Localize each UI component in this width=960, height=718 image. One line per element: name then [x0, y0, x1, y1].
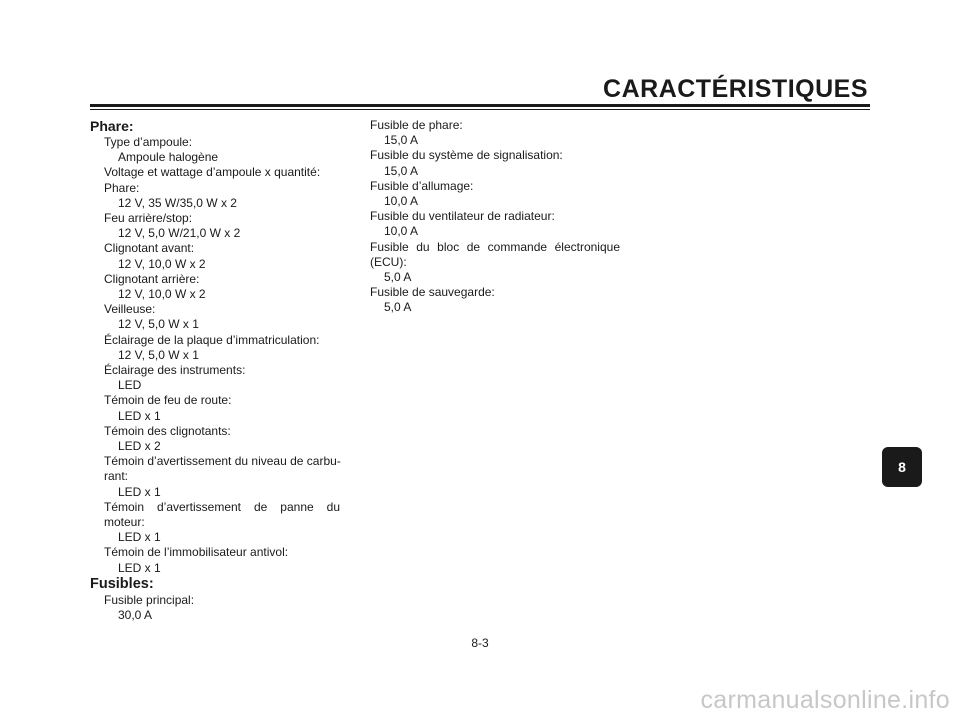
spec-value: 12 V, 10,0 W x 2	[118, 287, 206, 302]
spec-label: Fusible du bloc de commande électronique	[370, 239, 620, 254]
spec-label: Feu arrière/stop:	[104, 211, 193, 226]
spec-label: Témoin de feu de route:	[104, 393, 232, 408]
spec-value: 12 V, 5,0 W/21,0 W x 2	[118, 226, 241, 241]
spec-value: LED x 1	[118, 560, 161, 575]
spec-value: 12 V, 5,0 W x 1	[118, 347, 199, 362]
page-title: CARACTÉRISTIQUES	[603, 75, 868, 103]
spec-label: Type d’ampoule:	[104, 135, 193, 149]
spec-label: Voltage et wattage d’ampoule x quantité:	[104, 165, 321, 180]
spec-label: Veilleuse:	[104, 302, 156, 317]
spec-value: 10,0 A	[384, 224, 419, 239]
spec-label: Témoin d’avertissement de panne du	[104, 499, 340, 514]
page-number: 8-3	[471, 636, 489, 650]
spec-label: Fusible de sauvegarde:	[370, 285, 495, 300]
header-rule-thin	[90, 109, 870, 110]
spec-label: Témoin de l’immobilisateur antivol:	[104, 545, 289, 560]
right-column	[370, 118, 620, 316]
spec-value: 15,0 A	[384, 133, 419, 148]
spec-value: LED x 1	[118, 408, 161, 423]
chapter-tab: 8	[882, 447, 922, 487]
spec-value: LED x 1	[118, 484, 161, 499]
spec-value: LED x 2	[118, 439, 161, 454]
spec-label: Témoin d’avertissement du niveau de carbu-	[104, 454, 341, 469]
spec-value: 12 V, 5,0 W x 1	[118, 317, 199, 332]
spec-label: Fusible principal:	[104, 592, 195, 607]
spec-label: Clignotant avant:	[104, 241, 195, 256]
spec-label: Fusible de phare:	[370, 118, 463, 132]
section-heading-phare: Phare:	[90, 118, 134, 134]
spec-value: 10,0 A	[384, 194, 419, 209]
spec-label: Fusible du ventilateur de radiateur:	[370, 209, 555, 224]
spec-value: 12 V, 10,0 W x 2	[118, 256, 206, 271]
spec-value: 12 V, 35 W/35,0 W x 2	[118, 195, 237, 210]
left-column	[90, 118, 340, 623]
section-heading-fusibles: Fusibles:	[90, 575, 154, 592]
watermark: carmanualsonline.info	[700, 686, 950, 714]
spec-value: LED	[118, 378, 142, 393]
spec-value: Ampoule halogène	[118, 150, 219, 165]
spec-label: Fusible d’allumage:	[370, 178, 474, 193]
spec-label: Fusible du système de signalisation:	[370, 148, 563, 163]
spec-label: Éclairage des instruments:	[104, 363, 246, 378]
spec-label: Éclairage de la plaque d’immatriculation:	[104, 332, 320, 347]
spec-label: Clignotant arrière:	[104, 271, 200, 286]
spec-label-continuation: rant:	[104, 469, 129, 484]
spec-label: Phare:	[104, 180, 140, 195]
spec-value: 15,0 A	[384, 163, 419, 178]
spec-label-continuation: moteur:	[104, 515, 145, 530]
spec-value: 30,0 A	[118, 608, 153, 623]
spec-value: 5,0 A	[384, 300, 412, 315]
spec-label: Témoin des clignotants:	[104, 423, 231, 438]
spec-label-continuation: (ECU):	[370, 254, 407, 269]
header-rule-thick	[90, 104, 870, 107]
spec-value: 5,0 A	[384, 270, 412, 285]
spec-value: LED x 1	[118, 530, 161, 545]
